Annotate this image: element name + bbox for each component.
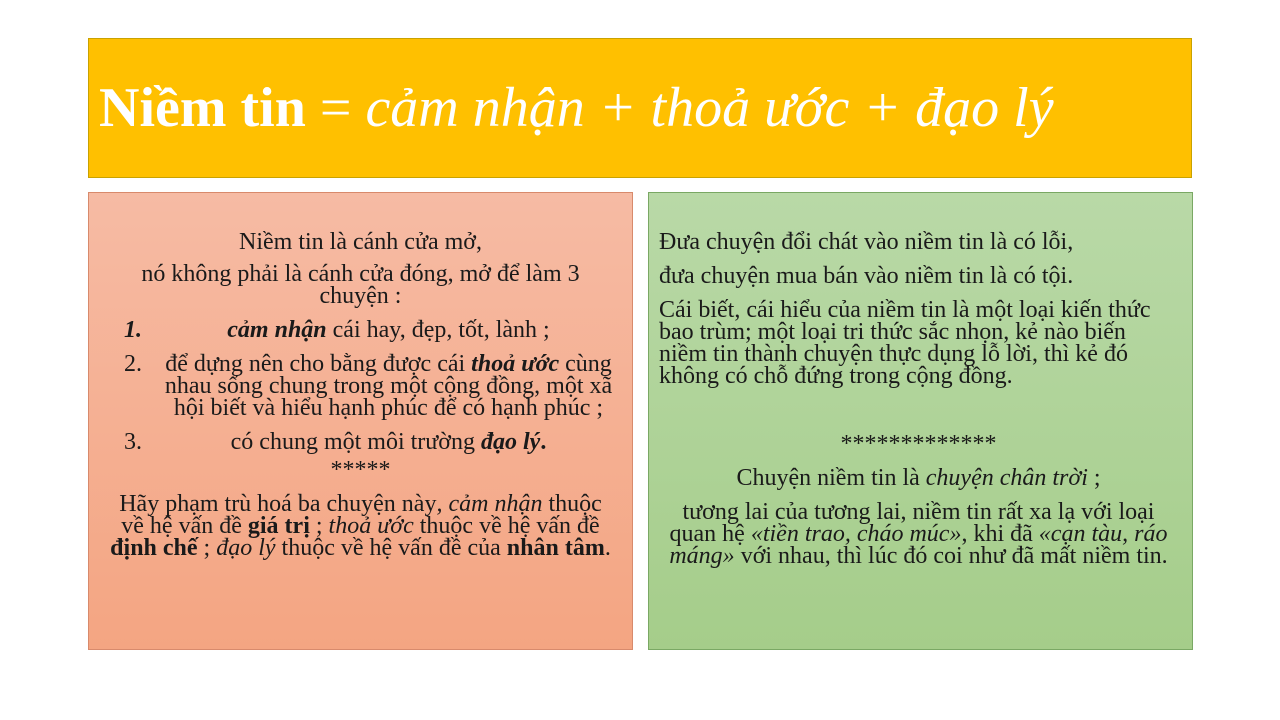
left-line-2: nó không phải là cánh cửa đóng, mở để làm 3 chuyện : (141, 261, 580, 309)
right-paragraph-4: Chuyện niềm tin là chuyện chân trời ; (736, 465, 1101, 491)
left-closing-paragraph: Hãy phạm trù hoá ba chuyện này, cảm nhận thuộc về hệ vấn đề giá trị ; thoả ước thuộc về hệ vấn đề định chế ; đạo lý thuộc về hệ vấn đề của nhân tâm. (110, 491, 611, 561)
right-line-2: đưa chuyện mua bán vào niềm tin là có tội. (659, 263, 1074, 289)
title-bold: Niềm tin (99, 77, 306, 139)
left-panel (88, 192, 633, 650)
item-text: để dựng nên cho bằng được cái thoả ước cùng nhau sống chung trong một cộng đồng, một xã hội biết và hiểu hạnh phúc để có hạnh phúc ; (164, 351, 613, 421)
right-paragraph-3: Cái biết, cái hiểu của niềm tin là một loại kiến thức bao trùm; một loại tri thức sắc nhọn, kẻ nào biến niềm tin thành chuyện thực dụng lỗ lời, thì kẻ đó không có chỗ đứng trong cộng đồng. (659, 297, 1151, 389)
left-separator: ***** (330, 457, 391, 483)
right-paragraph-5: tương lai của tương lai, niềm tin rất xa lạ với loại quan hệ «tiền trao, cháo múc», khi đã «cạn tàu, ráo máng» với nhau, thì lúc đó coi như đã mất niềm tin. (669, 499, 1168, 569)
list-item (105, 431, 616, 453)
right-separator: ************* (840, 431, 997, 457)
right-panel (648, 192, 1193, 650)
item-bold: đạo lý (481, 429, 541, 455)
item-text: cảm nhận cái hay, đẹp, tốt, lành ; (227, 317, 550, 343)
list-item (105, 353, 616, 419)
title-banner (88, 38, 1192, 178)
slide-title (99, 77, 1054, 139)
item-bold: cảm nhận (227, 317, 327, 343)
item-bold: thoả ước (471, 351, 560, 377)
item-number: 3. (124, 429, 142, 455)
list-item (105, 319, 616, 341)
left-line-1: Niềm tin là cánh cửa mở, (239, 229, 482, 255)
item-text: có chung một môi trường đạo lý. (230, 429, 547, 455)
title-equals: = (305, 77, 366, 139)
title-italic: cảm nhận + thoả ước + đạo lý (365, 77, 1054, 139)
item-number: 1. (124, 317, 142, 343)
item-number: 2. (124, 351, 142, 377)
right-line-1: Đưa chuyện đổi chát vào niềm tin là có lỗi, (659, 229, 1074, 255)
